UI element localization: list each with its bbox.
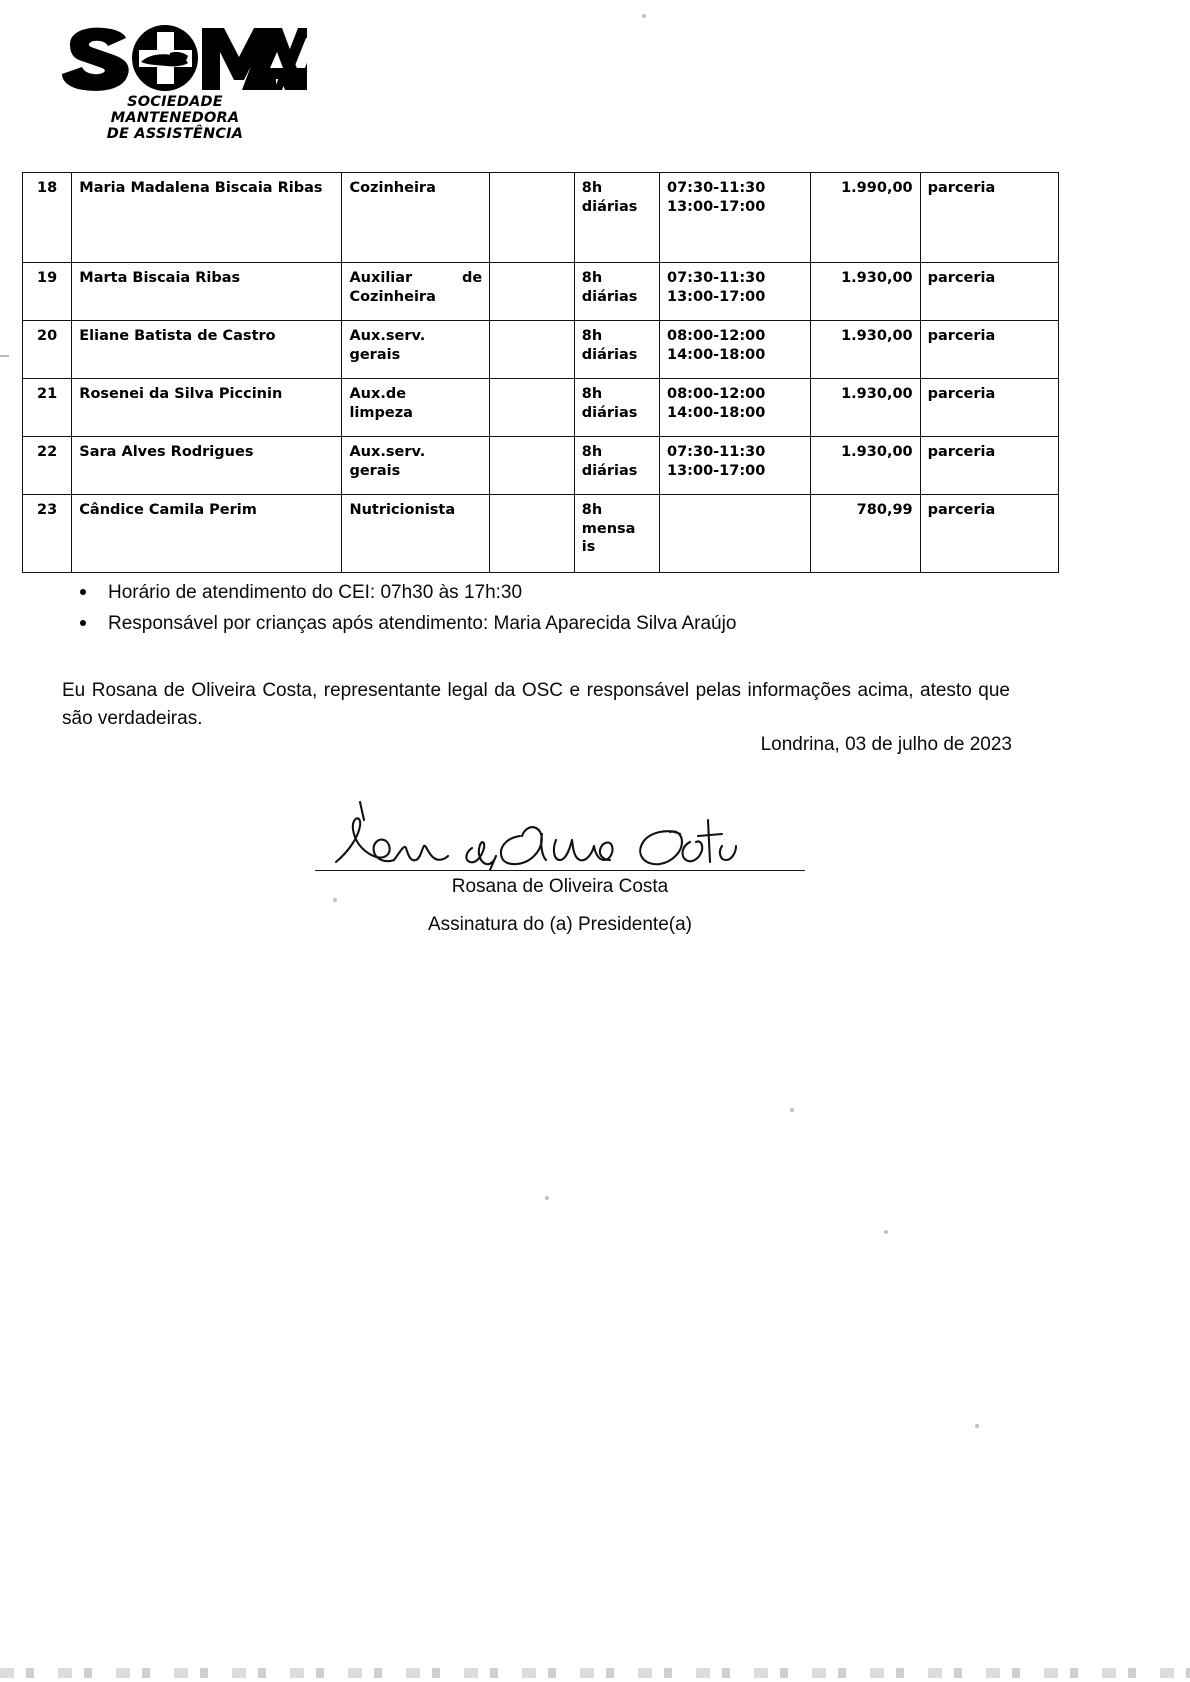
workload xyxy=(574,321,659,379)
schedule-line-1: 07:30-11:30 xyxy=(667,180,766,196)
signatory-name: Rosana de Oliveira Costa xyxy=(451,876,669,897)
contract-type: parceria xyxy=(920,495,1058,573)
date-line: Londrina, 03 de julho de 2023 xyxy=(760,734,1012,755)
logo-subtitle-line-1: SOCIEDADE MANTENEDORA xyxy=(110,94,240,127)
contract-type: parceria xyxy=(920,437,1058,495)
employee-name: Rosenei da Silva Piccinin xyxy=(72,379,342,437)
role-line-2: limpeza xyxy=(349,404,413,421)
empty-cell xyxy=(490,437,575,495)
signature-rule xyxy=(315,870,805,871)
schedule-line-2: 13:00-17:00 xyxy=(667,462,766,479)
schedule-line-2: 13:00-17:00 xyxy=(667,198,766,215)
role-line-1: Auxiliar xyxy=(349,270,413,286)
workload-line-2: diárias xyxy=(581,346,638,363)
workload-line-1: 8h xyxy=(581,270,603,286)
role-line-2: gerais xyxy=(349,462,401,479)
logo-mark xyxy=(62,22,307,94)
employee-name: Maria Madalena Biscaia Ribas xyxy=(72,173,342,263)
logo-subtitle-line-2: DE ASSISTÊNCIA xyxy=(106,126,244,143)
employee-role xyxy=(342,321,490,379)
workload-line-1: 8h xyxy=(581,444,603,460)
list-item xyxy=(70,609,1050,638)
schedule-line-1: 08:00-12:00 xyxy=(667,328,766,344)
workload xyxy=(574,379,659,437)
handwritten-signature xyxy=(310,790,810,870)
role-line-1: Aux.serv. xyxy=(349,328,426,344)
logo-subtitle xyxy=(66,94,284,143)
table-row xyxy=(23,173,1059,263)
staff-table-body xyxy=(23,173,1059,573)
contract-type: parceria xyxy=(920,173,1058,263)
note-text-1: Horário de atendimento do CEI: 07h30 às 17h:30 xyxy=(108,582,523,603)
empty-cell xyxy=(490,495,575,573)
salary-value: 1.990,00 xyxy=(810,173,920,263)
scan-artifact xyxy=(545,1196,549,1200)
salary-value: 1.930,00 xyxy=(810,437,920,495)
schedule-line-2: 14:00-18:00 xyxy=(667,346,766,363)
row-number: 19 xyxy=(23,263,72,321)
schedule xyxy=(660,379,811,437)
empty-cell xyxy=(490,379,575,437)
workload-line-3: is xyxy=(581,539,596,556)
row-number: 22 xyxy=(23,437,72,495)
scan-artifact xyxy=(642,14,646,18)
role-line-1: Aux.serv. xyxy=(349,444,426,460)
schedule xyxy=(660,263,811,321)
scan-artifact xyxy=(884,1230,888,1234)
note-text-2: Responsável por crianças após atendimento: Maria Aparecida Silva Araújo xyxy=(108,613,737,635)
salary-value: 780,99 xyxy=(810,495,920,573)
employee-role xyxy=(342,495,490,573)
contract-type: parceria xyxy=(920,321,1058,379)
schedule-line-1: 07:30-11:30 xyxy=(667,444,766,460)
workload-line-1: 8h xyxy=(581,180,603,196)
contract-type: parceria xyxy=(920,263,1058,321)
schedule-line-2: 14:00-18:00 xyxy=(667,404,766,421)
empty-cell xyxy=(490,263,575,321)
schedule-line-1: 07:30-11:30 xyxy=(667,270,766,286)
role-line-1: Cozinheira xyxy=(349,180,436,196)
workload-line-1: 8h xyxy=(581,386,603,402)
workload-line-2: diárias xyxy=(581,288,638,305)
schedule xyxy=(660,437,811,495)
employee-name: Cândice Camila Perim xyxy=(72,495,342,573)
role-line-2: Cozinheira xyxy=(349,288,436,305)
table-row xyxy=(23,495,1059,573)
employee-name: Eliane Batista de Castro xyxy=(72,321,342,379)
schedule-line-2: 13:00-17:00 xyxy=(667,288,766,305)
employee-role xyxy=(342,173,490,263)
salary-value: 1.930,00 xyxy=(810,321,920,379)
workload-line-2: mensa xyxy=(581,520,636,537)
schedule-line-1: 08:00-12:00 xyxy=(667,386,766,402)
workload-line-2: diárias xyxy=(581,462,638,479)
workload xyxy=(574,495,659,573)
scan-artifact xyxy=(333,898,337,902)
staff-table xyxy=(22,172,1059,573)
row-number: 23 xyxy=(23,495,72,573)
table-row xyxy=(23,437,1059,495)
row-number: 21 xyxy=(23,379,72,437)
organization-logo xyxy=(62,22,322,143)
workload-line-1: 8h xyxy=(581,328,603,344)
list-item xyxy=(70,578,1050,607)
scan-artifact xyxy=(975,1424,979,1428)
schedule xyxy=(660,173,811,263)
contract-type: parceria xyxy=(920,379,1058,437)
workload-line-2: diárias xyxy=(581,404,638,421)
salary-value: 1.930,00 xyxy=(810,263,920,321)
role-line-1: Aux.de xyxy=(349,386,407,402)
workload-line-1: 8h xyxy=(581,502,603,518)
table-row xyxy=(23,321,1059,379)
schedule xyxy=(660,321,811,379)
soma-wordmark-icon xyxy=(62,22,307,94)
row-number: 20 xyxy=(23,321,72,379)
workload xyxy=(574,263,659,321)
employee-role xyxy=(342,379,490,437)
workload xyxy=(574,173,659,263)
employee-role xyxy=(342,263,490,321)
employee-name: Marta Biscaia Ribas xyxy=(72,263,342,321)
salary-value: 1.930,00 xyxy=(810,379,920,437)
schedule xyxy=(660,495,811,573)
empty-cell xyxy=(490,173,575,263)
signatory-title: Assinatura do (a) Presidente(a) xyxy=(427,914,692,935)
employee-name: Sara Alves Rodrigues xyxy=(72,437,342,495)
role-line-1b: de xyxy=(461,270,483,286)
signature-icon xyxy=(324,790,784,870)
role-line-1: Nutricionista xyxy=(349,502,456,518)
notes-list xyxy=(70,578,1050,641)
workload-line-2: diárias xyxy=(581,198,638,215)
empty-cell xyxy=(490,321,575,379)
scan-artifact xyxy=(0,355,9,357)
scan-edge-noise xyxy=(0,1668,1190,1678)
table-row xyxy=(23,379,1059,437)
employee-role xyxy=(342,437,490,495)
role-line-2: gerais xyxy=(349,346,401,363)
signature-block xyxy=(310,790,810,936)
row-number: 18 xyxy=(23,173,72,263)
scan-artifact xyxy=(790,1108,794,1112)
workload xyxy=(574,437,659,495)
table-row xyxy=(23,263,1059,321)
attestation-paragraph: Eu Rosana de Oliveira Costa, representante legal da OSC e responsável pelas informações acima, atesto que são verdadeiras. xyxy=(62,680,1010,730)
